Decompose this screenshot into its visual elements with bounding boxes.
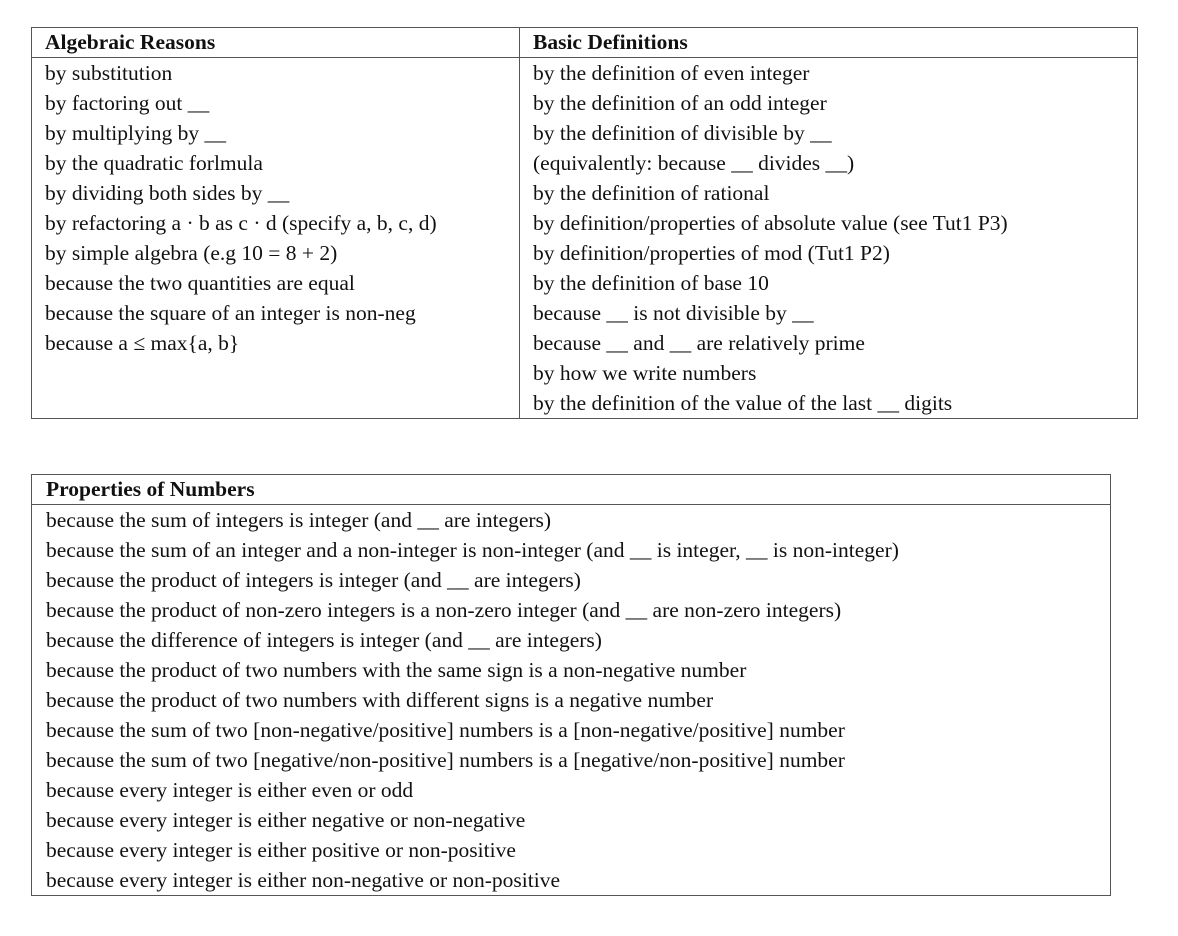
list-item: because the two quantities are equal [45,271,355,295]
algebraic-reasons-list [32,58,520,419]
reasons-table-top [31,27,1138,419]
list-item: by refactoring a · b as c · d (specify a, b, c, d) [45,211,437,235]
list-item: because every integer is either positive or non-positive [46,838,516,862]
list-item: because every integer is either even or odd [46,778,414,802]
list-item: (equivalently: because __ divides __) [533,151,855,175]
list-item: because the product of non-zero integers is a non-zero integer (and __ are non-zero integers) [46,598,842,622]
list-item: because the sum of integers is integer (and __ are integers) [46,508,552,532]
body-row [32,505,1111,896]
header-row [32,475,1111,505]
list-item: by the definition of rational [533,181,770,205]
list-item: by factoring out __ [45,91,210,115]
list-item: by how we write numbers [533,361,757,385]
list-item: because the difference of integers is integer (and __ are integers) [46,628,602,652]
list-item: by definition/properties of mod (Tut1 P2) [533,241,890,265]
properties-of-numbers-header: Properties of Numbers [32,475,1111,505]
basic-definitions-header: Basic Definitions [520,28,1138,58]
basic-definitions-list [520,58,1138,419]
list-item: because every integer is either negative or non-negative [46,808,526,832]
list-item: because the sum of two [non-negative/positive] numbers is a [non-negative/positive] number [46,718,845,742]
list-item: because the square of an integer is non-neg [45,301,416,325]
header-row [32,28,1138,58]
list-item: because the sum of two [negative/non-positive] numbers is a [negative/non-positive] number [46,748,845,772]
list-item: because the product of two numbers with different signs is a negative number [46,688,714,712]
list-item: by the definition of the value of the last __ digits [533,391,953,415]
list-item: by dividing both sides by __ [45,181,290,205]
body-row [32,58,1138,419]
list-item: because the sum of an integer and a non-integer is non-integer (and __ is integer, __ is non-integer) [46,538,899,562]
properties-of-numbers-table [31,474,1111,896]
list-item: by the quadratic forlmula [45,151,263,175]
algebraic-reasons-header: Algebraic Reasons [32,28,520,58]
list-item: by simple algebra (e.g 10 = 8 + 2) [45,241,338,265]
list-item: by the definition of base 10 [533,271,769,295]
list-item: by multiplying by __ [45,121,226,145]
list-item: because __ and __ are relatively prime [533,331,865,355]
list-item: because every integer is either non-negative or non-positive [46,868,561,892]
list-item: because __ is not divisible by __ [533,301,814,325]
list-item: by the definition of divisible by __ [533,121,832,145]
list-item: by definition/properties of absolute value (see Tut1 P3) [533,211,1008,235]
list-item: by substitution [45,61,173,85]
list-item: because a ≤ max{a, b} [45,331,240,355]
list-item: by the definition of even integer [533,61,810,85]
list-item: by the definition of an odd integer [533,91,827,115]
list-item: because the product of two numbers with the same sign is a non-negative number [46,658,747,682]
properties-of-numbers-list [32,505,1111,896]
list-item: because the product of integers is integer (and __ are integers) [46,568,581,592]
